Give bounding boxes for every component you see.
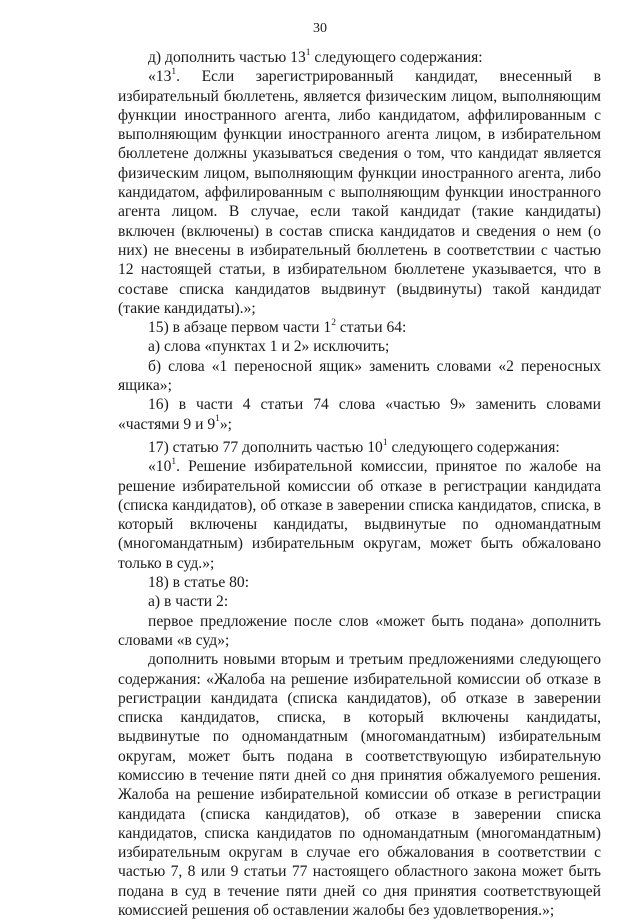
paragraph-item-18: 18) в статье 80: xyxy=(148,574,250,592)
paragraph-first-sentence: первое предложение после слов «может быть подана» дополнить словами «в суд»; xyxy=(118,612,601,649)
paragraph-item-15-a: а) слова «пунктах 1 и 2» исключить; xyxy=(148,338,390,356)
document-body xyxy=(118,48,601,920)
paragraph-item-16: 16) в части 4 статьи 74 слова «частью 9» заменить словами «частями 9 и $9^1$»; xyxy=(118,396,601,433)
paragraph-amend-d: д) дополнить частью $13^1$ следующего содержания: xyxy=(148,47,483,66)
paragraph-item-15-b: б) слова «1 переносной ящик» заменить словами «2 переносных ящика»; xyxy=(118,357,601,395)
paragraph-part-10-1: «$10^1$. Решение избирательной комиссии, принятое по жалобе на решение избирательной комиссии об отказе в регистрации кандидата (списка кандидатов), об отказе в заверении списка кандидатов, списка, в который включены кандидаты, выдвинутые по одномандатным (многомандатным) избирательным округам, может быть обжаловано только в суд.»; xyxy=(118,457,601,572)
paragraph-new-sentences: дополнить новыми вторым и третьим предложениями следующего содержания: «Жалоба на решение избирательной комиссии об отказе в регистрации кандидата (списка кандидатов), об отказе в заверении списка кандидатов, списка, в который включены кандидаты, выдвинутые по одномандатным (многомандатным) избирательным округам, может быть подана в соответствующую избирательную комиссию в течение пяти дней со дня принятия обжалуемого решения. Жалоба на решение избирательной комиссии об отказе в регистрации кандидата (списка кандидатов), об отказе в заверении списка кандидатов, списка кандидатов по одномандатным (многомандатным) избирательным округам в случае его обжалования в соответствии с частью 7, 8 или 9 статьи 77 настоящего областного закона может быть подана в суд в течение пяти дней со дня принятия соответствующей комиссией решения об оставлении жалобы без удовлетворения.»; xyxy=(118,651,601,920)
paragraph-item-15: 15) в абзаце первом части $1^2$ статьи 64: xyxy=(148,317,407,337)
paragraph-part-13-1: «$13^1$. Если зарегистрированный кандидат, внесенный в избирательный бюллетень, является физическим лицом, выполняющим функции иностранного агента, либо кандидатом, аффилированным с выполняющим функции иностранного агента лицом, в избирательном бюллетене должны указываться сведения о том, что кандидат является физическим лицом, выполняющим функции иностранного агента, либо кандидатом, аффилированным с выполняющим функции иностранного агента лицом. В случае, если такой кандидат (такие кандидаты) включен (включены) в состав списка кандидатов и сведения о нем (о них) не внесены в избирательный бюллетень в соответствии с частью 12 настоящей статьи, в избирательном бюллетене указывается, что в составе списка кандидатов выдвинут (выдвинуты) такой кандидат (такие кандидаты).»; xyxy=(118,67,601,317)
page-number: 30 xyxy=(313,21,327,36)
paragraph-item-17: 17) статью 77 дополнить частью $10^1$ следующего содержания: xyxy=(148,437,560,456)
paragraph-item-18-a: а) в части 2: xyxy=(148,593,229,611)
